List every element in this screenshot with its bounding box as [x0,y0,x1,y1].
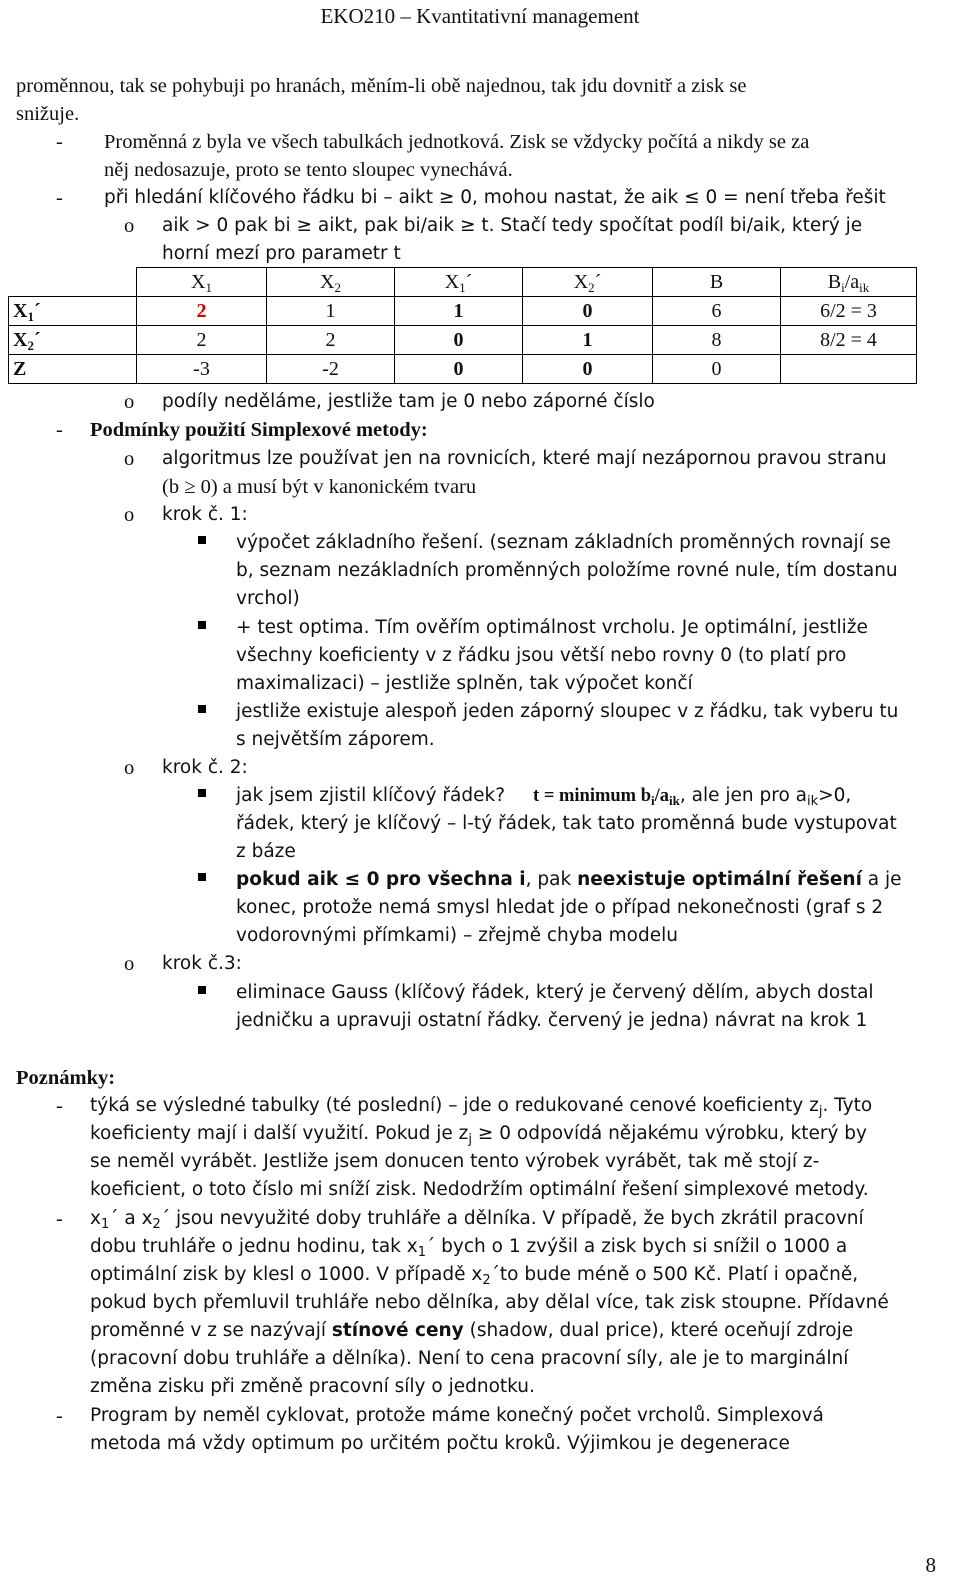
table-cell: 0 [395,355,523,384]
table-header-row [9,268,917,297]
circle-bullet: o [124,448,135,470]
text-line: týká se výsledné tabulky (té poslední) – jde o redukované cenové koeficienty $z_j$. Tyto [90,1095,873,1119]
table-cell: 6 [653,297,781,326]
dash-bullet: - [56,1208,63,1230]
table-header-cell: $X_1$ [137,268,267,297]
section-heading: Podmínky použití Simplexové metody: [90,419,428,441]
circle-bullet: o [124,757,135,779]
table-cell: -2 [267,355,395,384]
dash-bullet: - [56,1405,63,1427]
text-line: podíly neděláme, jestliže tam je 0 nebo záporné číslo [162,391,655,412]
table-cell: 0 [653,355,781,384]
text-line: aik > 0 pak bi ≥ aikt, pak bi/aik ≥ t. Stačí tedy spočítat podíl bi/aik, který je [162,215,863,236]
row-label: $X_1´$ [9,297,137,326]
text-line: pokud aik ≤ 0 pro všechna i, pak neexistuje optimální řešení a je [236,869,902,890]
text-line: něj nedosazuje, proto se tento sloupec vynechává. [104,159,513,181]
text-line: dobu truhláře o jednu hodinu, tak $x_1´$ bych o 1 zvýšil a zisk bych si snížil o 1000 a [90,1236,848,1260]
dash-bullet: - [56,131,63,153]
text-line: algoritmus lze používat jen na rovnicích, které mají nezápornou pravou stranu [162,448,887,469]
text-line: metoda má vždy optimum po určitém počtu kroků. Výjimkou je degenerace [90,1433,790,1454]
text-line: maximalizaci) – jestliže splněn, tak výpočet končí [236,673,693,694]
text-line: koeficient, o toto číslo mi sníží zisk. Nedodržím optimální řešení simplexové metody. [90,1179,869,1200]
table-header-cell: $X_1´$ [395,268,523,297]
row-label: $X_2´$ [9,326,137,355]
text-line: $x_1´$ a $x_2´$ jsou nevyužité doby truhláře a dělníka. V případě, že bych zkrátil pracovní [90,1208,864,1232]
table-cell: 2 [267,326,395,355]
pivot-cell: 2 [137,297,267,326]
text-line: změna zisku při změně pracovní síly o jednotku. [90,1376,535,1397]
table-cell: 1 [267,297,395,326]
table-row [9,355,917,384]
text-line: b, seznam nezákladních proměnných položíme rovné nule, tím dostanu [236,560,898,581]
text-line: vrchol) [236,588,300,609]
square-bullet [198,705,206,713]
text-line: jedničku a upravuji ostatní řádky. červený je jedna) návrat na krok 1 [236,1010,868,1031]
text-line: výpočet základního řešení. (seznam základních proměnných rovnají se [236,532,891,553]
text-line: proměnnou, tak se pohybuji po hranách, měním-li obě najednou, tak jdu dovnitř a zisk se [16,75,747,97]
row-label: Z [9,355,137,384]
dash-bullet: - [56,419,63,441]
table-cell: 0 [523,297,653,326]
circle-bullet: o [124,391,135,413]
square-bullet [198,789,206,797]
text-line: eliminace Gauss (klíčový řádek, který je červený dělím, abych dostal [236,982,874,1003]
page-number: 8 [925,1553,936,1577]
table-cell: 2 [137,326,267,355]
text-line: krok č.3: [162,953,242,974]
circle-bullet: o [124,504,135,526]
text-line: krok č. 1: [162,504,248,525]
table-cell: -3 [137,355,267,384]
table-cell: 8 [653,326,781,355]
text-line: se neměl vyrábět. Jestliže jsem donucen tento výrobek vyrábět, tak mě stojí z- [90,1151,820,1172]
table-header-cell: $X_2´$ [523,268,653,297]
square-bullet [198,536,206,544]
text-line: pokud bych přemluvil truhláře nebo dělníka, aby dělal více, tak zisk stoupne. Přídavné [90,1292,889,1313]
text-line: Proměnná z byla ve všech tabulkách jednotková. Zisk se vždycky počítá a nikdy se za [104,131,810,153]
text-line: jak jsem zjistil klíčový řádek? t = minimum $b_i/a_{ik}$, ale jen pro $a_{ik}>0$, [236,785,852,809]
table-row [9,326,917,355]
square-bullet [198,873,206,881]
text-line: koeficienty mají i další využití. Pokud je $z_j \ge 0$ odpovídá nějakému výrobku, který by [90,1123,867,1147]
square-bullet [198,621,206,629]
text-line: (b ≥ 0) a musí být v kanonickém tvaru [162,476,477,498]
text-line: snižuje. [16,103,80,125]
text-line: proměnné v z se nazývají stínové ceny (shadow, dual price), které oceňují zdroje [90,1320,854,1341]
circle-bullet: o [124,953,135,975]
text-line: (pracovní dobu truhláře a dělníka). Není to cena pracovní síly, ale je to marginální [90,1348,849,1369]
text-line: Program by neměl cyklovat, protože máme konečný počet vrcholů. Simplexová [90,1405,824,1426]
table-cell [781,355,917,384]
table-cell: 0 [395,326,523,355]
square-bullet [198,986,206,994]
text-line: při hledání klíčového řádku bi – aikt ≥ 0, mohou nastat, že aik ≤ 0 = není třeba řešit [104,187,886,208]
text-line: krok č. 2: [162,757,248,778]
text-line: horní mezí pro parametr t [162,243,401,264]
text-line: z báze [236,841,296,862]
table-header-cell: $X_2$ [267,268,395,297]
table-row [9,297,917,326]
page-header: EKO210 – Kvantitativní management [320,4,640,28]
text-line: řádek, který je klíčový – l-tý řádek, tak tato proměnná bude vystupovat [236,813,897,834]
text-line: konec, protože nemá smysl hledat jde o případ nekonečnosti (graf s 2 [236,897,884,918]
text-line: + test optima. Tím ověřím optimálnost vrcholu. Je optimální, jestliže [236,617,868,638]
text-line: optimální zisk by klesl o 1000. V případě $x_2´to$ bude méně o 500 Kč. Platí i opačně, [90,1264,859,1288]
dash-bullet: - [56,187,63,209]
table-cell: 0 [523,355,653,384]
circle-bullet: o [124,215,135,237]
table-cell: 8/2 = 4 [781,326,917,355]
table-cell: 1 [523,326,653,355]
text-line: s největším záporem. [236,729,435,750]
dash-bullet: - [56,1095,63,1117]
text-line: všechny koeficienty v z řádku jsou větší nebo rovny 0 (to platí pro [236,645,847,666]
simplex-table [8,267,917,384]
table-header-cell: $B_i/a_{ik}$ [781,268,917,297]
text-line: vodorovnými přímkami) – zřejmě chyba modelu [236,925,678,946]
table-cell: 1 [395,297,523,326]
table-cell: 6/2 = 3 [781,297,917,326]
notes-heading: Poznámky: [16,1067,116,1089]
text-line: jestliže existuje alespoň jeden záporný sloupec v z řádku, tak vyberu tu [236,701,899,722]
table-header-cell: B [653,268,781,297]
